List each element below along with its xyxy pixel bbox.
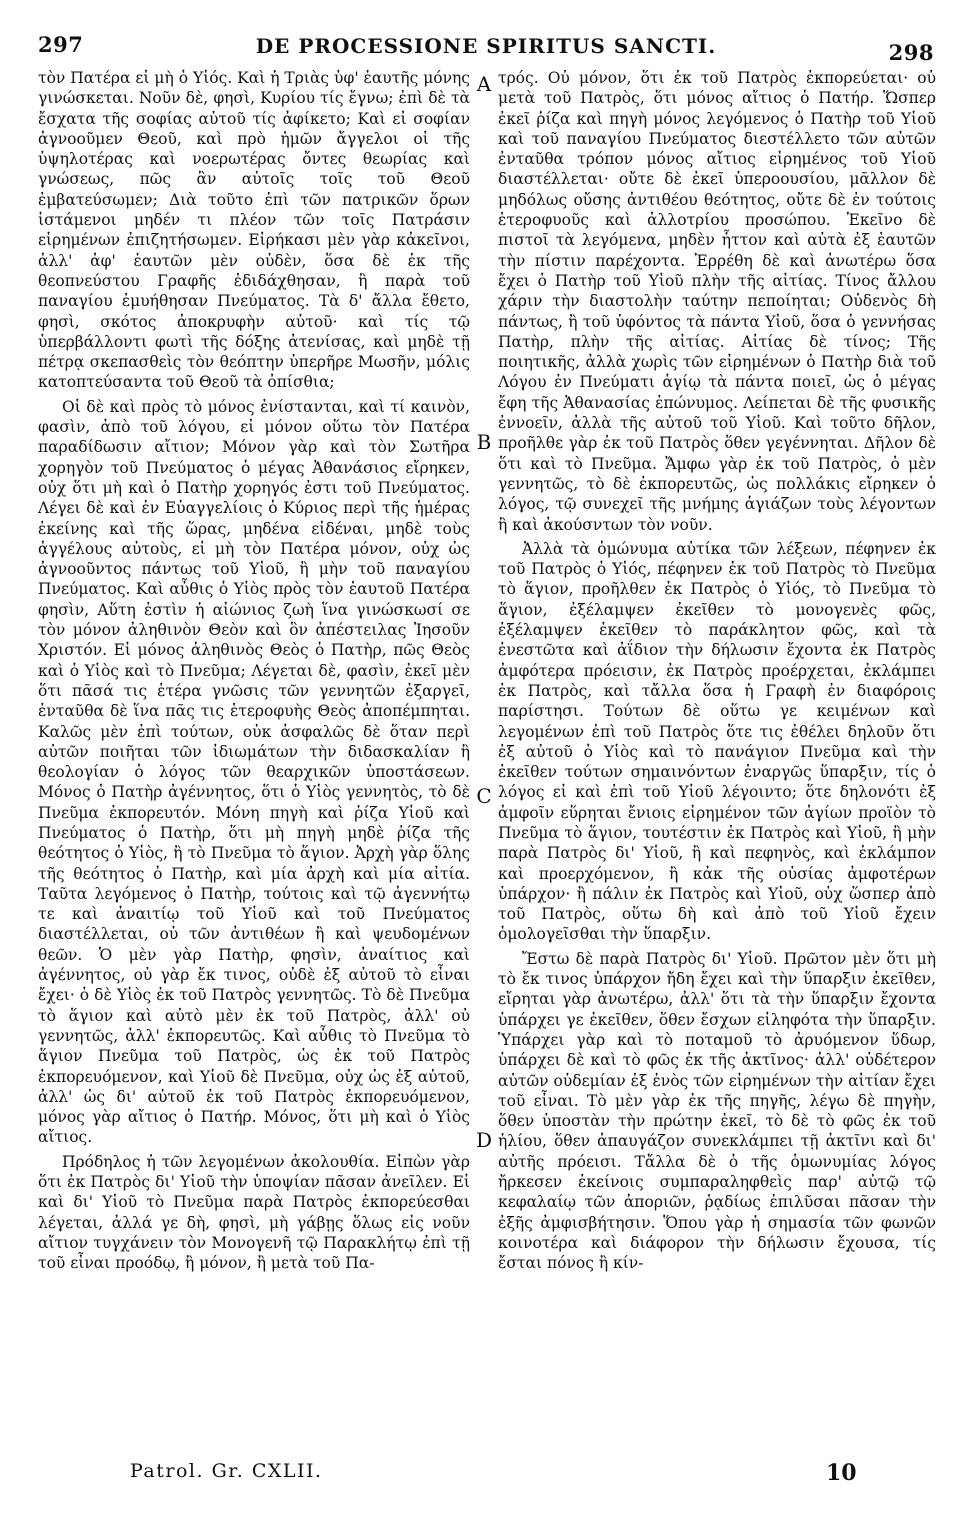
right-paragraph-3: Ἔστω δὲ παρὰ Πατρὸς δι' Υἱοῦ. Πρῶτον μὲν ὅτι μὴ τὸ ἔκ τινος ὑπάρχον ἤδη ἔχει καὶ τὴν ὕπαρξιν ἐκεῖθεν, εἴρηται γὰρ ἀνωτέρω, ἀλλ' ὅτι τὰ τὴν ὕπαρξιν ἔχοντα ὑπάρχει γε ἐκεῖθεν, ὅθεν ἔσχων εἰληφότα τὴν ὕπαρξιν. Ὑπάρχει γὰρ καὶ τὸ ποταμοῦ τὸ ἀρυόμενον ὕδωρ, ὑπάρχει δὲ καὶ τὸ φῶς ἐκ τῆς ἀκτῖνος· ἀλλ' οὐδέτερον αὐτῶν οὐδεμίαν ἐξ ἑνὸς τῶν εἰρημένων τὴν αἰτίαν ἔχει τοῦ εἶναι. Τὸ μὲν γὰρ ἐκ τῆς πηγῆς, λέγω δὲ πηγὴν, ὅθεν ὑποστὰν τὴν πρώτην ἐκεῖ, τὸ δὲ τὸ φῶς ἐκ τοῦ ἡλίου, ὅθεν ἀπαυγάζον συνεκλάμπει τῇ ἀκτῖνι καὶ δι' αὐτῆς πρόεισι. Τἄλλα δὲ ὁ τῆς ὁμωνυμίας λόγος ἤρκεσεν ἐκείνοις συμπαραληφθεὶς παρ' αὐτῷ τῷ κεφαλαίῳ τῶν ἀποριῶν, ῥᾳδίως ἐπιλῦσαι πᾶσαν τὴν ἐξῆς ἀμφισβήτησιν. Ὅπου γὰρ ἡ σημασία τῶν φωνῶν κοινοτέρα καὶ διάφορον τὴν δήλωσιν ἔχουσα, τίς ἔσται πόνος ἢ κίν-	[498, 949, 936, 1273]
left-paragraph-1: τὸν Πατέρα εἰ μὴ ὁ Υἱός. Καὶ ἡ Τριὰς ὑφ' ἑαυτῆς μόνης γινώσκεται. Νοῦν δὲ, φησὶ, Κυρίου τίς ἔγνω; ἐπὶ δὲ τὰ ἔσχατα τῆς σοφίας αὐτοῦ τίς ἀφίκετο; Καὶ εἰ σοφίαν ἀγνοοῦμεν Θεοῦ, καὶ πρὸ ἡμῶν ἄγγελοι οἱ τῆς ὑψηλοτέρας καὶ νοερωτέρας ὄντες θεωρίας καὶ γνώσεως, πῶς ἂν αὐτοῖς τοῖς τοῦ Θεοῦ ἐμβατεύσωμεν; Διὰ τοῦτο ἐπὶ τῶν πατρικῶν ὅρων ἱστάμενοι μηδέν τι πλέον τῶν τοῖς Πατράσιν εἰρημένων ἐπιζητήσωμεν. Εἰρήκασι μὲν γὰρ κἀκεῖνοι, ἀλλ' ἀφ' ἑαυτῶν μὲν οὐδὲν, ὅσα δὲ ἐκ τῆς θεοπνεύστου Γραφῆς ἐδιδάχθησαν, ἢ παρὰ τοῦ παναγίου ἐμυήθησαν Πνεύματος. Τὰ δ' ἄλλα ἔθετο, φησὶ, σκότος ἀποκρυφὴν αὐτοῦ· καὶ τίς τῷ ὑπερβάλλοντι φωτὶ τῆς δόξης ἀτενίσας, καὶ μηδὲ τῇ πέτρᾳ σκεπασθεὶς τὸν θεόπτην ὑπερῆρε Μωσῆν, μόλις κατοπτεύσαντα τοῦ Θεοῦ τὰ ὀπίσθια;	[38, 69, 470, 392]
section-marker-d: D	[475, 1128, 493, 1152]
section-marker-b: B	[476, 430, 492, 454]
page-number-left: 297	[38, 32, 84, 57]
section-marker-a: A	[476, 72, 492, 96]
right-paragraph-1: τρός. Οὐ μόνον, ὅτι ἐκ τοῦ Πατρὸς ἐκπορεύεται· οὐ μετὰ τοῦ Πατρὸς, ὅτι μόνος αἴτιος ὁ Πατήρ. Ὥσπερ ἐκεῖ ῥίζα καὶ πηγὴ μόνος λεγόμενος ὁ Πατὴρ τοῦ Υἱοῦ καὶ τοῦ παναγίου Πνεύματος διεστέλλετο τῶν αὐτῶν ἐνταῦθα τρόπον μόνος αἴτιος εἰρημένος τοῦ Υἱοῦ διαστέλλεται· οὔτε δὲ ἐκεῖ ὑπεροουσίου, μᾶλλον δὲ μηδόλως οὔσης ἀντιθέου θεότητος, οὔτε δὲ ἐν τούτοις ἑτεροφυοῦς καὶ ἀλλοτρίου προσώπου. Ἐκεῖνο δὲ πιστοῖ τὰ λεγόμενα, μηδὲν ἧττον καὶ αὐτὰ ἐξ ἑαυτῶν τὴν πίστιν παρέχοντα. Ἐρρέθη δὲ καὶ ἀνωτέρω ὅσα ἔχει ὁ Πατὴρ τοῦ Υἱοῦ πλὴν τῆς αἰτίας. Τίνος ἄλλου χάριν τὴν διαστολὴν ταύτην πεποίηται; Οὐδενὸς δὴ πάντως, ἢ τοῦ ὑφόντος τὰ πάντα Υἱοῦ, ὅσα ὁ γεννήσας Πατὴρ, πλὴν τῆς αἰτίας. Αἰτίας δὲ τίνος; Τῆς ποιητικῆς, ἀλλὰ χωρὶς τῶν εἰρημένων ὁ Πατὴρ διὰ τοῦ Λόγου ἐν Πνεύματι ἁγίῳ τὰ πάντα ποιεῖ, ὡς ὁ μέγας ἔφη τῆς Ἀθανασίας ἐπώνυμος. Λείπεται δὲ τῆς φυσικῆς ἐννοεῖν, ἀλλὰ τῆς αὐτοῦ τοῦ Υἱοῦ. Καὶ τοῦτο δῆλον, προῆλθε γὰρ ἐκ τοῦ Πατρὸς ὅθεν γεγέννηται. Δῆλον δὲ ὅτι καὶ τὸ Πνεῦμα. Ἄμφω γὰρ ἐκ τοῦ Πατρὸς, ὁ μὲν γεννητῶς, τὸ δὲ ἐκπορευτῶς, ὡς πολλάκις εἴρηκεν ὁ λόγος, τῷ συνεχεῖ τῆς μνήμης ἁγιάζων τοὺς λέγοντων ἢ καὶ ἀκούσντων τὸν νοῦν.	[498, 69, 936, 534]
right-column	[498, 68, 936, 1438]
page-number-right: 298	[888, 40, 934, 65]
signature-number: 10	[826, 1460, 857, 1486]
left-column	[38, 68, 470, 1438]
right-paragraph-2: Ἀλλὰ τὰ ὁμώνυμα αὐτίκα τῶν λέξεων, πέφηνεν ἐκ τοῦ Πατρὸς ὁ Υἱός, πέφηνεν ἐκ τοῦ Πατρὸς τὸ Πνεῦμα τὸ ἅγιον, προῆλθεν ἐκ Πατρὸς ὁ Υἱός, τὸ Πνεῦμα τὸ ἅγιον, ἐξέλαμψεν ἐκεῖθεν τὸ μονογενὲς φῶς, ἐξέλαμψεν ἐκεῖθεν τὸ παράκλητον φῶς, καὶ τὰ ἐνεστῶτα καὶ ἀΐδιον τὴν δήλωσιν ἔχοντα ἐκ Πατρὸς ἀμφότερα πρόεισιν, ἐκ Πατρὸς προέρχεται, ἐκλάμπει ἐκ Πατρὸς, καὶ τἄλλα ὅσα ἡ Γραφὴ ἐν διαφόροις παρίστησι. Τούτων δὲ οὕτω γε κειμένων καὶ λεγομένων ἐπὶ τοῦ Πατρὸς ὅτε τις ἐθέλει δηλοῦν ὅτι ἐξ αὐτοῦ ὁ Υἱὸς καὶ τὸ πανάγιον Πνεῦμα καὶ τὴν ἐκεῖθεν τούτων σημαινόντων ἐναργῶς ὕπαρξιν, τίς ὁ λόγος εἰ καὶ ἐπὶ τοῦ Υἱοῦ λέγοιντο; ὅτε δηλονότι ἐξ ἀμφοῖν εὕρηται ἔνιοις εἰρημένον τῶν ἁγίων προϊὸν τὸ Πνεῦμα τὸ ἅγιον, τουτέστιν ἐκ Πατρὸς καὶ Υἱοῦ, ἢ μὴν παρὰ Πατρὸς δι' Υἱοῦ, ἢ καὶ πεφηνὸς, καὶ ἐκλάμπον καὶ προερχόμενον, ἢ κἀκ τῆς οὐσίας ἀμφοτέρων ὑπάρχον· ἢ πάλιν ἐκ Πατρὸς καὶ Υἱοῦ, οὐχ ὥσπερ ἀπὸ τοῦ Πατρὸς, οὕτω δὴ καὶ ἀπὸ τοῦ Υἱοῦ ἔχειν ὁμολογεῖσθαι τὴν ὕπαρξιν.	[498, 539, 936, 944]
volume-signature: Patrol. Gr. CXLII.	[130, 1460, 323, 1482]
section-marker-c: C	[476, 784, 492, 808]
running-title: DE PROCESSIONE SPIRITUS SANCTI.	[255, 34, 717, 58]
page-header	[38, 32, 934, 72]
left-paragraph-2: Οἱ δὲ καὶ πρὸς τὸ μόνος ἐνίστανται, καὶ τί καινὸν, φασὶν, ἀπὸ τοῦ λόγου, εἰ μόνον οὕτω τὸν Πατέρα παραδίδωσιν αἴτιον; Μόνον γὰρ καὶ τὸν Σωτῆρα χορηγὸν τοῦ Πνεύματος ὁ μέγας Ἀθανάσιος εἴρηκεν, οὐχ ὅτι μὴ καὶ ὁ Πατὴρ χορηγός ἐστι τοῦ Πνεύματος. Λέγει δὲ καὶ ἐν Εὐαγγελίοις ὁ Κύριος περὶ τῆς ἡμέρας ἐκείνης καὶ τῆς ὥρας, μηδένα εἰδέναι, μηδὲ τοὺς ἀγγέλους αὐτοὺς, εἰ μὴ τὸν Πατέρα μόνον, οὐχ ὡς ἀγνοοῦντος πάντως τοῦ Υἱοῦ, ἢ μὴν τοῦ παναγίου Πνεύματος. Καὶ αὖθις ὁ Υἱὸς πρὸς τὸν ἑαυτοῦ Πατέρα φησὶν, Αὕτη ἐστὶν ἡ αἰώνιος ζωὴ ἵνα γινώσκωσί σε τὸν μόνον ἀληθινὸν Θεὸν καὶ ὃν ἀπέστειλας Ἰησοῦν Χριστόν. Εἰ μόνος ἀληθινὸς Θεὸς ὁ Πατὴρ, πῶς Θεὸς καὶ ὁ Υἱὸς καὶ τὸ Πνεῦμα; Λέγεται δὲ, φασὶν, ἐκεῖ μὲν ὅτι πᾶσά τις ἑτέρα γνῶσις τῶν γεννητῶν ἐξαργεῖ, ἐνταῦθα δὲ ἵνα πᾶς τις ἑτεροφυὴς Θεὸς ἀποπέμπηται. Καλῶς μὲν ἐπὶ τούτων, οὐκ ἀσφαλῶς δὲ ὅταν περὶ αὐτῶν ποιῆται τῶν ἰδιωμάτων τὴν διδασκαλίαν ἢ θεολογίαν ὁ λόγος τῶν θεαρχικῶν ὑποστάσεων. Μόνος ὁ Πατὴρ ἀγέννητος, ὅτι ὁ Υἱὸς γεννητὸς, τὸ δὲ Πνεῦμα ἐκπορευτόν. Μόνη πηγὴ καὶ ῥίζα Υἱοῦ καὶ Πνεύματος ὁ Πατὴρ, ὅτι μὴ πηγὴ μηδὲ ῥίζα τῆς θεότητος ὁ Υἱὸς, ἢ τὸ Πνεῦμα τὸ ἅγιον. Ἀρχὴ γὰρ ὅλης τῆς θεότητος ὁ Πατὴρ, καὶ μία ἀρχὴ καὶ μία αἰτία. Ταῦτα λεγόμενος ὁ Πατὴρ, τούτοις καὶ τῷ ἀγεννήτῳ τε καὶ ἀναιτίῳ τοῦ Υἱοῦ καὶ τοῦ Πνεύματος διαστέλλεται, οὐ τῶν ἀντιθέων ἢ καὶ ψευδομένων θεῶν. Ὁ μὲν γὰρ Πατὴρ, φησὶν, ἀναίτιος καὶ ἀγέννητος, οὐ γὰρ ἔκ τινος, οὐδὲ ἐξ αὐτοῦ τὸ εἶναι ἔχει· ὁ δὲ Υἱὸς ἐκ τοῦ Πατρὸς γεννητῶς. Τὸ δὲ Πνεῦμα τὸ ἅγιον καὶ αὐτὸ μὲν ἐκ τοῦ Πατρὸς, ἀλλ' οὐ γεννητῶς, ἀλλ' ἐκπορευτῶς. Καὶ αὖθις τὸ Πνεῦμα τὸ ἅγιον Πνεῦμα τοῦ Πατρὸς, ὡς ἐκ τοῦ Πατρὸς ἐκπορευόμενον, καὶ Υἱοῦ δὲ Πνεῦμα, οὐχ ὡς ἐξ αὐτοῦ, ἀλλ' ὡς δι' αὐτοῦ ἐκ τοῦ Πατρὸς ἐκπορευόμενον, μόνος γὰρ αἴτιος ὁ Πατήρ. Μόνος, ὅτι μὴ καὶ ὁ Υἱὸς αἴτιος.	[38, 397, 470, 1147]
left-paragraph-3: Πρόδηλος ἡ τῶν λεγομένων ἀκολουθία. Εἰπὼν γὰρ ὅτι ἐκ Πατρὸς δι' Υἱοῦ τὴν ὑποψίαν πᾶσαν ἀνεῖλεν. Εἰ καὶ δι' Υἱοῦ τὸ Πνεῦμα παρὰ Πατρὸς ἐκπορεύεσθαι λέγεται, ἀλλά γε δὴ, φησὶ, μὴ γάβῃς ὅλως εἰς νοῦν αἴτιον τυγχάνειν τὸν Μονογενῆ τῷ Παρακλήτῳ ἐπὶ τῇ τοῦ εἶναι προόδῳ, ἢ μόνον, ἢ μετὰ τοῦ Πα-	[38, 1152, 470, 1273]
